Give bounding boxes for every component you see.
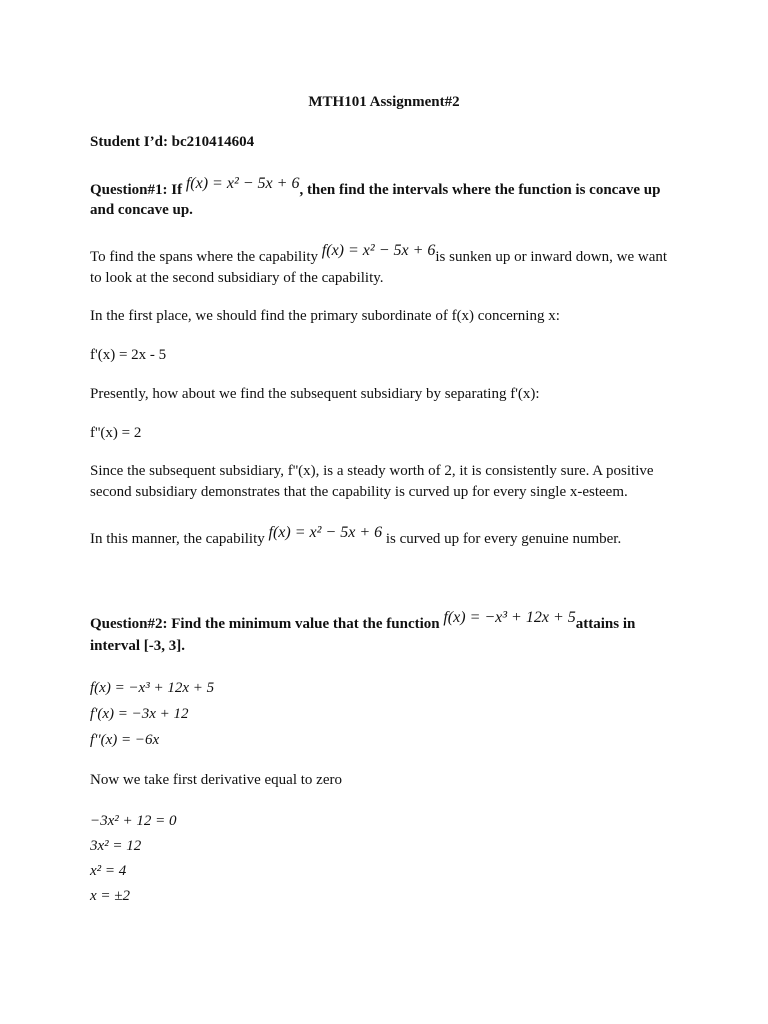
paragraph-3: Presently, how about we find the subsequent subsidiary by separating f'(x): — [90, 386, 540, 402]
paragraph-1-line-2: to look at the second subsidiary of the capability. — [90, 270, 384, 286]
paragraph-2: In the first place, we should find the primary subordinate of f(x) concerning x: — [90, 308, 560, 324]
paragraph-4-line-1: Since the subsequent subsidiary, f''(x), is a steady worth of 2, it is consistently sure. A positive — [90, 463, 654, 479]
equation-first-derivative: f'(x) = 2x - 5 — [90, 347, 167, 363]
question-1-formula: f(x) = x² − 5x + 6 — [185, 175, 300, 192]
student-id: Student I’d: bc210414604 — [90, 134, 255, 150]
solve-line-2: 3x² = 12 — [90, 838, 142, 854]
paragraph-5-formula: f(x) = x² − 5x + 6 — [268, 524, 383, 541]
solve-line-1: −3x² + 12 = 0 — [90, 813, 177, 829]
paragraph-1-line-1 — [90, 242, 668, 267]
question-2-suffix: attains in — [575, 616, 636, 632]
paragraph-5-suffix: is curved up for every genuine number. — [385, 531, 622, 547]
question-2-line-2: interval [-3, 3]. — [90, 638, 185, 654]
paragraph-1-prefix: To find the spans where the capability — [90, 249, 319, 265]
paragraph-1-suffix: is sunken up or inward down, we want — [435, 249, 668, 265]
derivative-line-2: f'(x) = −3x + 12 — [90, 706, 189, 722]
question-1-line-1 — [90, 175, 661, 200]
paragraph-6: Now we take first derivative equal to zero — [90, 772, 342, 788]
question-2-formula: f(x) = −x³ + 12x + 5 — [443, 609, 576, 626]
paragraph-1-formula: f(x) = x² − 5x + 6 — [321, 242, 436, 259]
page-title: MTH101 Assignment#2 — [308, 94, 460, 110]
question-1-line-2: and concave up. — [90, 202, 193, 218]
solve-line-4: x = ±2 — [90, 888, 131, 904]
derivative-line-3: f''(x) = −6x — [90, 732, 160, 748]
paragraph-4-line-2: second subsidiary demonstrates that the capability is curved up for every single x-esteem. — [90, 484, 628, 500]
equation-second-derivative: f''(x) = 2 — [90, 425, 142, 441]
paragraph-5-prefix: In this manner, the capability — [90, 531, 265, 547]
question-1-suffix: , then find the intervals where the function is concave up — [299, 182, 661, 198]
question-2-prefix: Question#2: Find the minimum value that the function — [90, 616, 440, 632]
solve-line-3: x² = 4 — [90, 863, 127, 879]
question-1-prefix: Question#1: If — [90, 182, 183, 198]
question-2-line-1 — [90, 609, 636, 634]
paragraph-5 — [90, 524, 622, 549]
derivative-line-1: f(x) = −x³ + 12x + 5 — [90, 680, 215, 696]
